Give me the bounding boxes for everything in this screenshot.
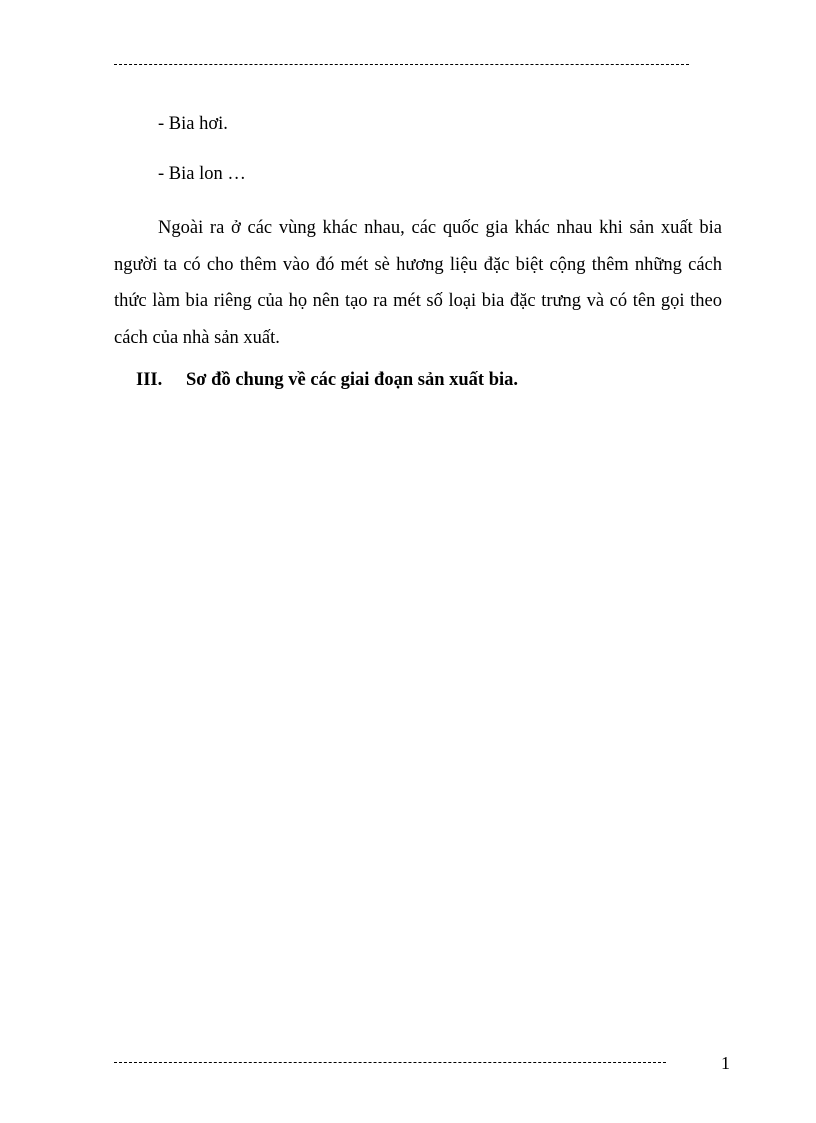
section-number: III.	[136, 370, 163, 390]
page-number: 1	[721, 1053, 730, 1073]
bullet-item-canned-beer: - Bia lon …	[158, 164, 246, 184]
body-paragraph	[114, 210, 722, 356]
paragraph-line: thức làm bia riêng của họ nên tạo ra mét số loại bia đặc trưng và có tên gọi theo	[114, 291, 722, 311]
section-title: Sơ đồ chung về các giai đoạn sản xuất bia.	[186, 370, 519, 390]
section-heading	[136, 368, 518, 392]
footer-rule	[114, 1062, 666, 1063]
paragraph-line: Ngoài ra ở các vùng khác nhau, các quốc gia khác nhau khi sản xuất bia	[158, 218, 722, 238]
header-rule	[114, 64, 689, 65]
bullet-item-draft-beer: - Bia hơi.	[158, 114, 228, 134]
paragraph-line: người ta có cho thêm vào đó mét sè hương liệu đặc biệt cộng thêm những cách	[114, 254, 722, 275]
paragraph-line: cách của nhà sản xuất.	[114, 327, 280, 348]
